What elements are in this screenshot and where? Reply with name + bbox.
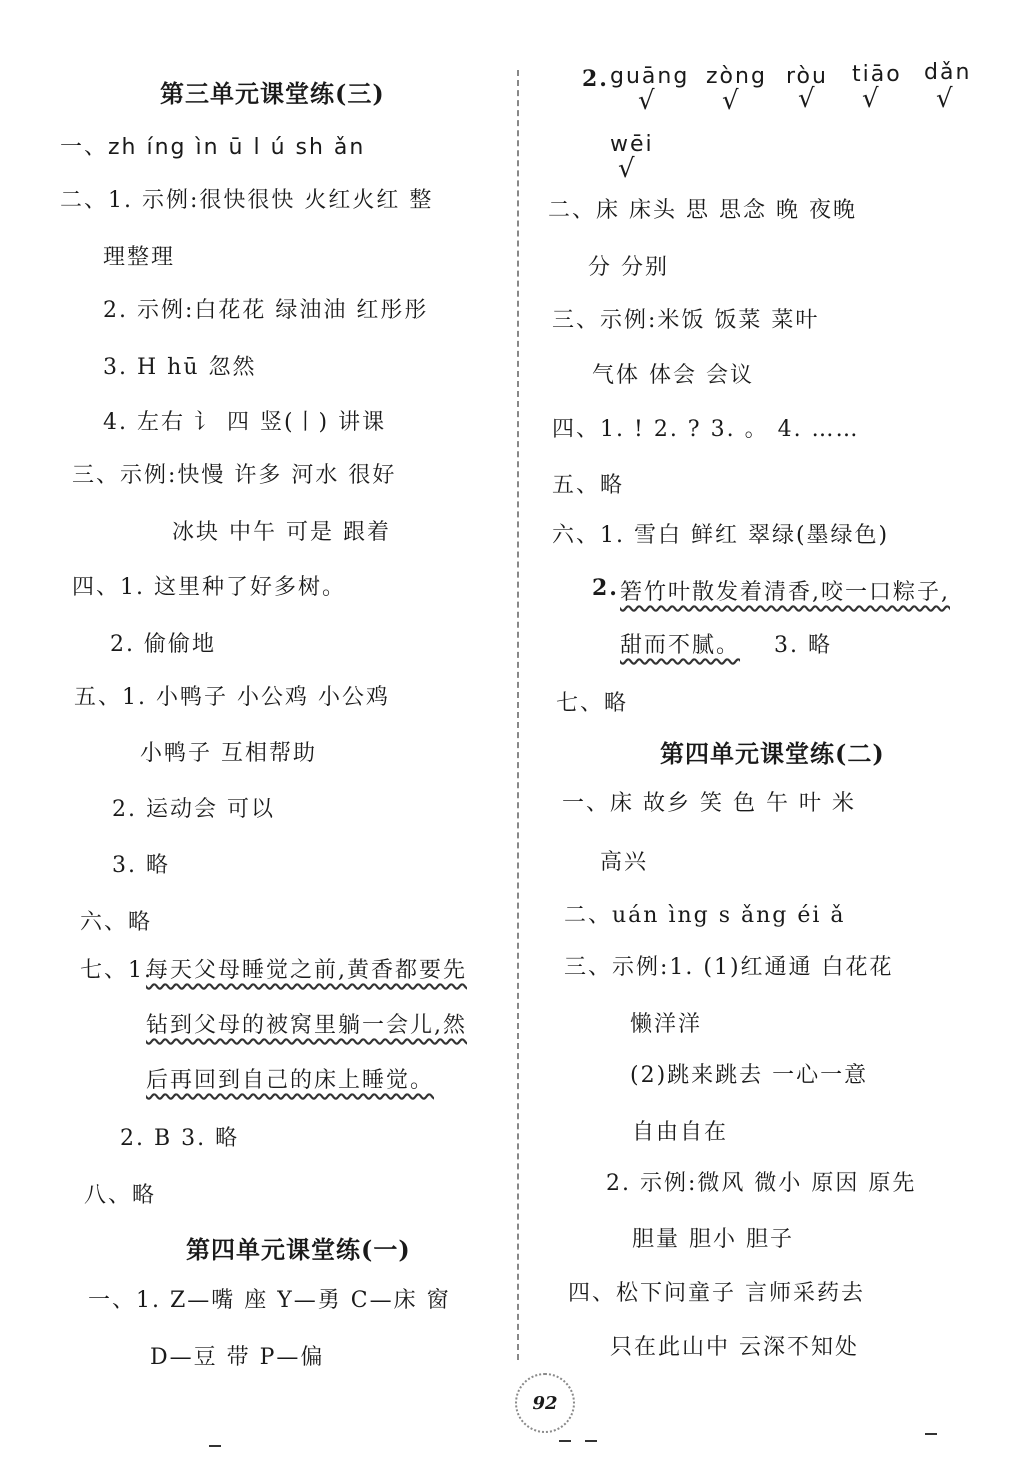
answer-line: 七、略 xyxy=(556,691,629,716)
underlined-answer: 甜而不腻。 xyxy=(620,633,741,658)
answer-line: 3. 略 xyxy=(774,633,832,658)
page-edge-mark xyxy=(585,1440,597,1442)
answer-line: 小鸭子 互相帮助 xyxy=(140,741,317,766)
section-title-unit4-practice2: 第四单元课堂练(二) xyxy=(660,739,885,768)
answer-line: 八、略 xyxy=(84,1183,157,1208)
section-title-unit3-practice3: 第三单元课堂练(三) xyxy=(160,79,385,108)
answer-line: 自由自在 xyxy=(632,1120,729,1145)
right-column xyxy=(520,0,1015,1461)
answer-line: 一、1. Z—嘴 座 Y—勇 C—床 窗 xyxy=(88,1288,451,1313)
answer-line: 2. 偷偷地 xyxy=(110,632,216,657)
answer-line: 四、1. 这里种了好多树。 xyxy=(72,575,346,600)
answer-line: 懒洋洋 xyxy=(630,1012,703,1037)
answer-line: 六、1. 雪白 鲜红 翠绿(墨绿色) xyxy=(552,523,890,548)
answer-line: 一、zh íng ìn ū l ú sh ǎn xyxy=(60,135,366,160)
answer-line: 3. 略 xyxy=(112,853,170,878)
answer-line: D—豆 带 P—偏 xyxy=(150,1345,325,1370)
answer-line: 高兴 xyxy=(600,850,649,875)
answer-line: 四、松下问童子 言师采药去 xyxy=(568,1281,865,1306)
answer-line: (2)跳来跳去 一心一意 xyxy=(630,1063,869,1088)
column-divider xyxy=(517,70,519,1360)
answer-line: 二、uán ìng s ǎng éi ǎ xyxy=(564,903,846,928)
answer-line: 二、床 床头 思 思念 晚 夜晚 xyxy=(548,198,857,223)
underlined-answer: 每天父母睡觉之前,黄香都要先 xyxy=(146,958,467,983)
pinyin-answer: tiāo xyxy=(852,62,902,87)
check-mark-icon: √ xyxy=(862,84,879,114)
page-edge-mark xyxy=(559,1440,571,1442)
pinyin-answer: wēi xyxy=(610,132,654,157)
pinyin-answer: zòng xyxy=(706,64,767,89)
answer-line: 五、1. 小鸭子 小公鸡 小公鸡 xyxy=(74,685,390,710)
answer-line: 2. 示例:微风 微小 原因 原先 xyxy=(606,1171,917,1196)
check-mark-icon: √ xyxy=(638,86,655,116)
answer-line-prefix: 七、1. xyxy=(80,958,153,983)
answer-line: 六、略 xyxy=(80,910,153,935)
section-title-unit4-practice1: 第四单元课堂练(一) xyxy=(186,1235,411,1264)
answer-line: 3. H hū 忽然 xyxy=(103,355,257,380)
pinyin-answer: dǎn xyxy=(924,60,972,85)
answer-line: 4. 左右 讠 四 竖(丨) 讲课 xyxy=(103,410,387,435)
answer-line: 三、示例:米饭 饭菜 菜叶 xyxy=(552,308,820,333)
answer-line: 四、1. ! 2. ? 3. 。 4. …… xyxy=(552,417,860,442)
answer-line: 三、示例:快慢 许多 河水 很好 xyxy=(72,463,397,488)
pinyin-answer: ròu xyxy=(786,64,828,89)
page-edge-mark xyxy=(209,1445,221,1447)
answer-line: 分 分别 xyxy=(588,255,669,280)
answer-line: 2. 运动会 可以 xyxy=(112,797,275,822)
answer-line: 五、略 xyxy=(552,473,625,498)
answer-line: 只在此山中 云深不知处 xyxy=(610,1335,859,1360)
check-mark-icon: √ xyxy=(722,86,739,116)
answer-line: 一、床 故乡 笑 色 午 叶 米 xyxy=(562,791,856,816)
answer-line: 冰块 中午 可是 跟着 xyxy=(172,520,391,545)
page-edge-mark xyxy=(925,1433,937,1435)
underlined-answer: 后再回到自己的床上睡觉。 xyxy=(146,1068,435,1093)
answer-line: 三、示例:1. (1)红通通 白花花 xyxy=(564,955,894,980)
answer-line: 2. 示例:白花花 绿油油 红彤彤 xyxy=(103,298,429,323)
answer-line: 理整理 xyxy=(103,245,176,270)
answer-number: 2. xyxy=(592,575,619,601)
answer-line: 胆量 胆小 胆子 xyxy=(632,1227,794,1252)
check-mark-icon: √ xyxy=(936,84,953,114)
page-number: 92 xyxy=(515,1373,575,1433)
check-mark-icon: √ xyxy=(618,154,635,184)
answer-number: 2. xyxy=(582,66,609,92)
answer-line: 气体 体会 会议 xyxy=(592,363,754,388)
check-mark-icon: √ xyxy=(798,84,815,114)
answer-line: 二、1. 示例:很快很快 火红火红 整 xyxy=(60,188,434,213)
underlined-answer: 钻到父母的被窝里躺一会儿,然 xyxy=(146,1013,467,1038)
pinyin-answer: guāng xyxy=(610,64,690,89)
underlined-answer: 箬竹叶散发着清香,咬一口粽子, xyxy=(620,580,950,605)
answer-line: 2. B 3. 略 xyxy=(120,1126,240,1151)
